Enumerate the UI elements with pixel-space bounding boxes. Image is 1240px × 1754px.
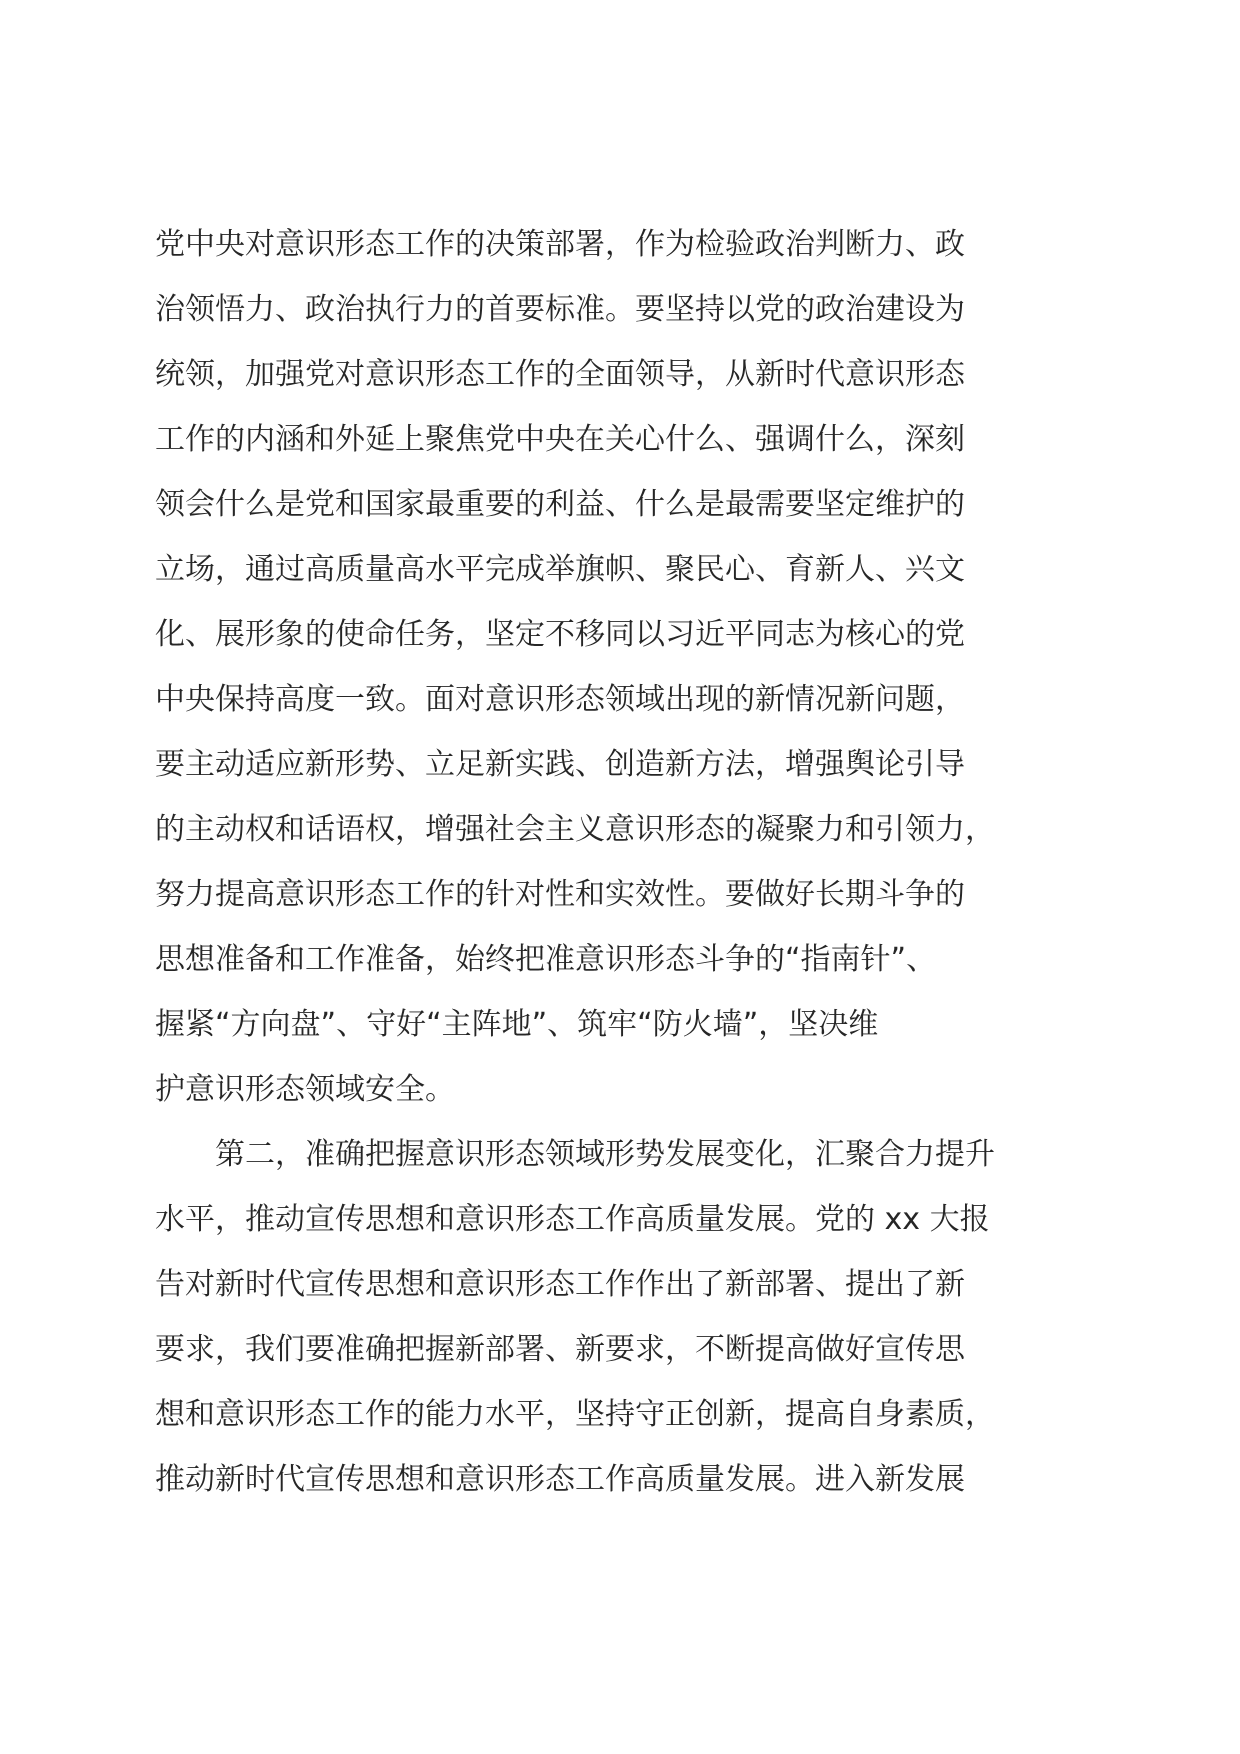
paragraph-start-line: 第二，准确把握意识形态领域形势发展变化，汇聚合力提升 xyxy=(155,1137,995,1172)
text-line: 治领悟力、政治执行力的首要标准。要坚持以党的政治建设为 xyxy=(155,292,965,327)
text-line: 要主动适应新形势、立足新实践、创造新方法，增强舆论引导 xyxy=(155,747,965,782)
text-line: 工作的内涵和外延上聚焦党中央在关心什么、强调什么，深刻 xyxy=(155,422,965,457)
text-line: 思想准备和工作准备，始终把准意识形态斗争的“指南针”、 xyxy=(155,942,937,977)
text-line: 握紧“方向盘”、守好“主阵地”、筑牢“防火墙”，坚决维 xyxy=(155,1007,879,1042)
text-line: 要求，我们要准确把握新部署、新要求，不断提高做好宣传思 xyxy=(155,1332,965,1367)
text-line: 化、展形象的使命任务，坚定不移同以习近平同志为核心的党 xyxy=(155,617,965,652)
text-line: 领会什么是党和国家最重要的利益、什么是最需要坚定维护的 xyxy=(155,487,965,522)
text-line: 中央保持高度一致。面对意识形态领域出现的新情况新问题， xyxy=(155,682,965,717)
text-line: 努力提高意识形态工作的针对性和实效性。要做好长期斗争的 xyxy=(155,877,965,912)
body-text xyxy=(155,212,1095,1512)
text-line: 立场，通过高质量高水平完成举旗帜、聚民心、育新人、兴文 xyxy=(155,552,965,587)
text-line: 想和意识形态工作的能力水平，坚持守正创新，提高自身素质， xyxy=(155,1397,995,1432)
text-line: 党中央对意识形态工作的决策部署，作为检验政治判断力、政 xyxy=(155,227,965,262)
text-line: 的主动权和话语权，增强社会主义意识形态的凝聚力和引领力， xyxy=(155,812,995,847)
text-line: 统领，加强党对意识形态工作的全面领导，从新时代意识形态 xyxy=(155,357,965,392)
text-line: 告对新时代宣传思想和意识形态工作作出了新部署、提出了新 xyxy=(155,1267,965,1302)
text-line: 水平，推动宣传思想和意识形态工作高质量发展。党的 xx 大报 xyxy=(155,1202,990,1237)
text-line: 推动新时代宣传思想和意识形态工作高质量发展。进入新发展 xyxy=(155,1462,965,1497)
text-line: 护意识形态领域安全。 xyxy=(155,1072,455,1107)
